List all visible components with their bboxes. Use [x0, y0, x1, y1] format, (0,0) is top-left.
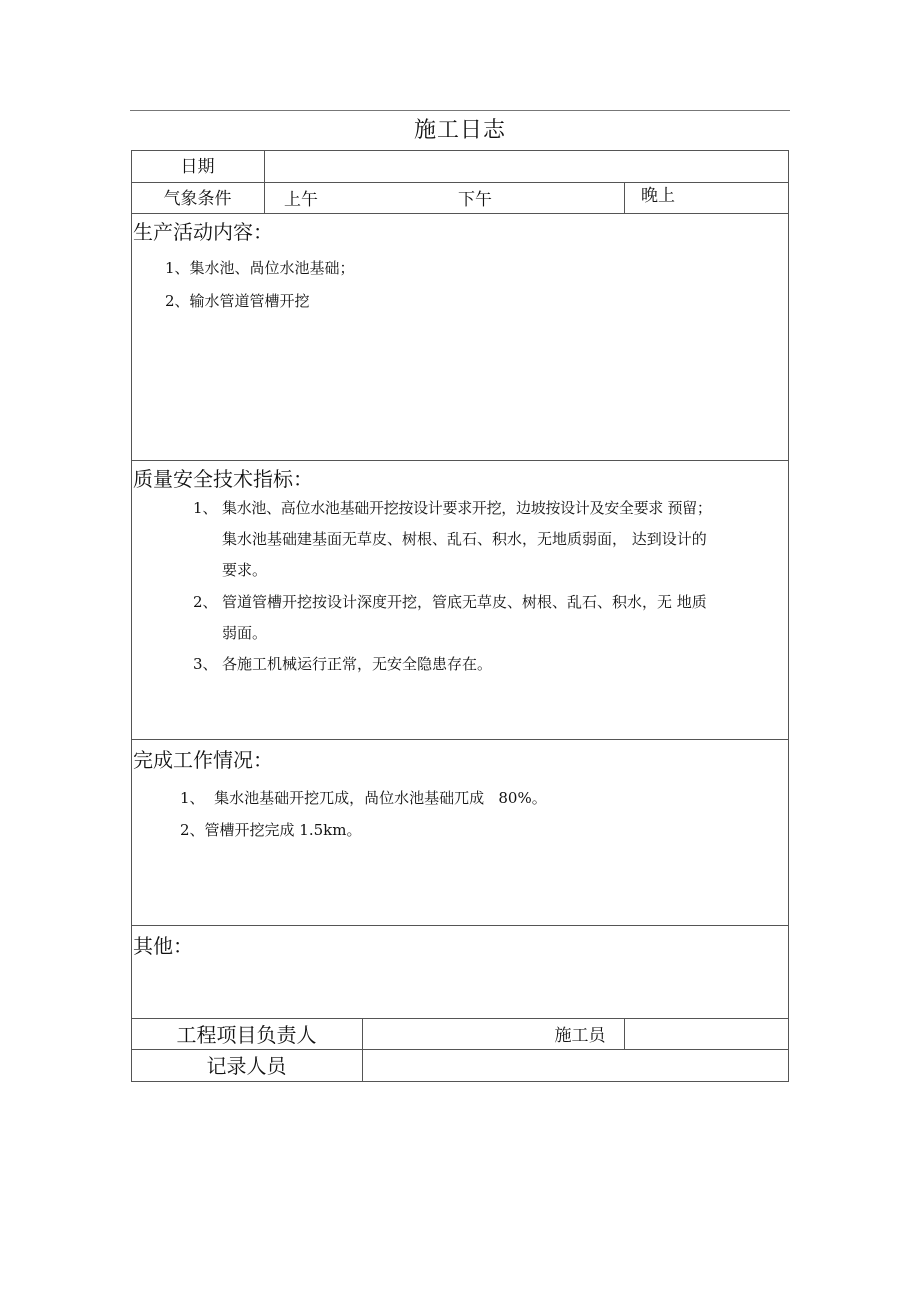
divider	[624, 1018, 625, 1049]
divider	[131, 739, 789, 740]
top-rule	[130, 110, 790, 111]
production-item: 1、集水池、咼位水池基础；	[165, 259, 355, 277]
divider	[131, 460, 789, 461]
completion-item: 2、管槽开挖完成 1.5km。	[180, 821, 362, 839]
weather-morning: 上午	[284, 190, 318, 210]
recorder-value[interactable]	[368, 1051, 778, 1080]
divider	[624, 182, 625, 213]
production-heading: 生产活动内容：	[133, 220, 273, 244]
date-label: 日期	[180, 157, 215, 177]
quality-item-line: 集水池、高位水池基础开挖按设计要求开挖，边坡按设计及安全要求 预留；	[222, 499, 712, 517]
divider	[131, 213, 789, 214]
quality-item-line: 集水池基础建基面无草皮、树根、乱石、积水，无地质弱面， 达到设计的	[222, 530, 707, 548]
divider	[362, 1018, 363, 1082]
production-item: 2、输水管道管槽开挖	[165, 292, 310, 310]
other-heading: 其他：	[133, 934, 193, 958]
quality-item-line: 各施工机械运行正常，无安全隐患存在。	[222, 655, 493, 673]
page-title: 施工日志	[413, 118, 506, 143]
quality-item-line: 管道管槽开挖按设计深度开挖，管底无草皮、树根、乱石、积水，无 地质	[222, 593, 707, 611]
quality-item-line: 要求。	[222, 561, 268, 579]
divider	[131, 1018, 789, 1019]
divider	[131, 1049, 789, 1050]
quality-item-number: 1、	[193, 499, 218, 517]
leader-label: 工程项目负责人	[176, 1023, 317, 1047]
weather-label: 气象条件	[163, 189, 232, 209]
constructor-value[interactable]	[630, 1020, 780, 1049]
recorder-label: 记录人员	[206, 1054, 287, 1078]
divider	[131, 925, 789, 926]
date-value[interactable]	[270, 152, 780, 182]
constructor-label: 施工员	[554, 1026, 606, 1046]
quality-item-number: 3、	[193, 655, 218, 673]
quality-item-line: 弱面。	[222, 624, 268, 642]
completion-item: 1、 集水池基础开挖兀成，咼位水池基础兀成 80%。	[180, 789, 547, 807]
leader-value[interactable]	[368, 1020, 518, 1049]
weather-evening: 晚上	[641, 186, 675, 206]
completion-heading: 完成工作情况：	[133, 748, 273, 772]
quality-heading: 质量安全技术指标：	[133, 467, 313, 491]
weather-afternoon: 下午	[458, 190, 492, 210]
quality-item-number: 2、	[193, 593, 218, 611]
